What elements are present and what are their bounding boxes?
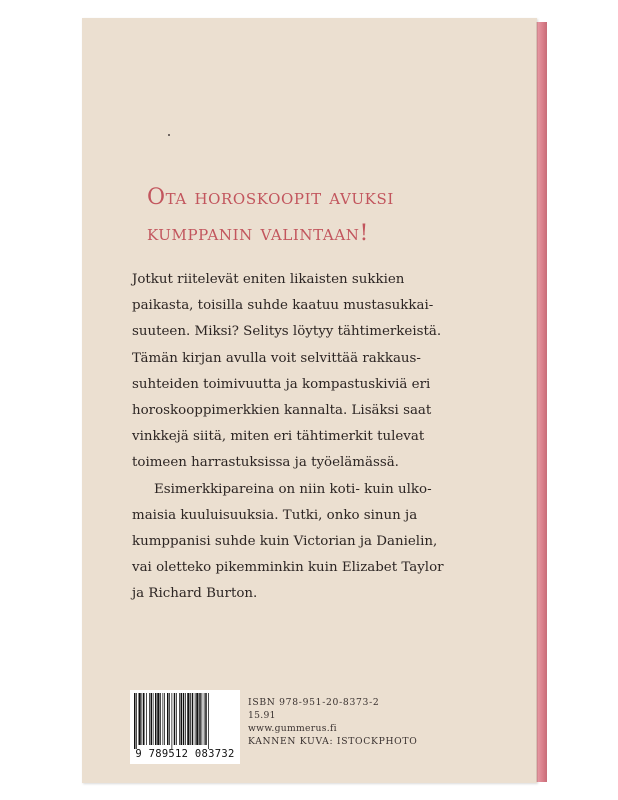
barcode-bar xyxy=(134,693,136,749)
blurb-line: suuteen. Miksi? Selitys löytyy tähtimerkeistä. xyxy=(132,324,442,340)
barcode-bar xyxy=(151,693,153,745)
cover-photo-credit: KANNEN KUVA: ISTOCKPHOTO xyxy=(248,736,418,747)
barcode-bar xyxy=(163,693,164,745)
barcode-bar xyxy=(157,693,159,745)
blurb-line: vinkkejä siitä, miten eri tähtimerkit tulevat xyxy=(132,429,425,445)
barcode-number: 9 789512 083732 xyxy=(135,748,235,760)
barcode-bar xyxy=(204,693,205,745)
classification-number: 15.91 xyxy=(248,710,276,721)
blurb-line: paikasta, toisilla suhde kaatuu mustasukkai- xyxy=(132,298,434,314)
barcode-bars xyxy=(134,693,236,749)
blurb-line: vai oletteko pikemminkin kuin Elizabet Taylor xyxy=(132,560,444,576)
barcode-bar xyxy=(192,693,194,745)
barcode-bar xyxy=(179,693,180,745)
barcode-bar xyxy=(195,693,196,745)
publication-info xyxy=(248,696,417,748)
barcode-bar xyxy=(205,693,207,745)
barcode-bar xyxy=(183,693,185,745)
barcode-bar xyxy=(146,693,147,745)
blurb-line: maisia kuuluisuuksia. Tutki, onko sinun ja xyxy=(132,507,418,523)
headline-line-1: Ota horoskoopit avuksi xyxy=(147,185,394,210)
barcode-bar xyxy=(185,693,186,745)
barcode-bar xyxy=(187,693,189,745)
book-spine xyxy=(537,22,547,782)
barcode-bar xyxy=(199,693,201,745)
blurb-line: Esimerkkipareina on niin koti- kuin ulko- xyxy=(154,481,432,497)
blurb-line: kumppanisi suhde kuin Victorian ja Danielin, xyxy=(132,534,438,550)
blurb-line: Jotkut riitelevät eniten likaisten sukkien xyxy=(132,272,405,287)
barcode-bar xyxy=(155,693,157,745)
barcode-bar xyxy=(176,693,177,745)
barcode-bar xyxy=(139,693,141,745)
blurb-line: ja Richard Burton. xyxy=(132,586,258,602)
barcode-bar xyxy=(196,693,198,745)
blurb-line: Tämän kirjan avulla voit selvittää rakkaus- xyxy=(132,350,421,366)
barcode-bar xyxy=(149,693,150,745)
blurb-line: horoskooppimerkkien kannalta. Lisäksi saat xyxy=(132,403,432,419)
headline-line-2: kumppanin valintaan! xyxy=(147,221,369,246)
barcode-bar xyxy=(143,693,145,745)
barcode-bar xyxy=(190,693,191,745)
publisher-website: www.gummerus.fi xyxy=(248,723,337,734)
blurb-line: suhteiden toimivuutta ja kompastuskiviä eri xyxy=(132,376,431,392)
barcode-bar xyxy=(169,693,170,745)
blurb-line: toimeen harrastuksissa ja työelämässä. xyxy=(132,455,399,471)
barcode-bar xyxy=(172,693,173,749)
barcode-bar xyxy=(160,693,161,745)
barcode-bar xyxy=(136,693,137,749)
barcode-bar xyxy=(142,693,143,745)
blurb-text xyxy=(132,267,522,608)
print-speck xyxy=(168,134,170,136)
barcode-bar xyxy=(164,693,165,745)
barcode-bar xyxy=(202,693,203,745)
headline xyxy=(147,180,527,252)
barcode xyxy=(130,690,240,764)
isbn: ISBN 978-951-20-8373-2 xyxy=(248,697,380,708)
barcode-bar xyxy=(174,693,176,745)
barcode-bar xyxy=(208,693,209,749)
barcode-bar xyxy=(153,693,154,745)
spine-edge-shadow xyxy=(536,22,538,782)
barcode-bar xyxy=(181,693,183,745)
barcode-bar xyxy=(167,693,169,745)
